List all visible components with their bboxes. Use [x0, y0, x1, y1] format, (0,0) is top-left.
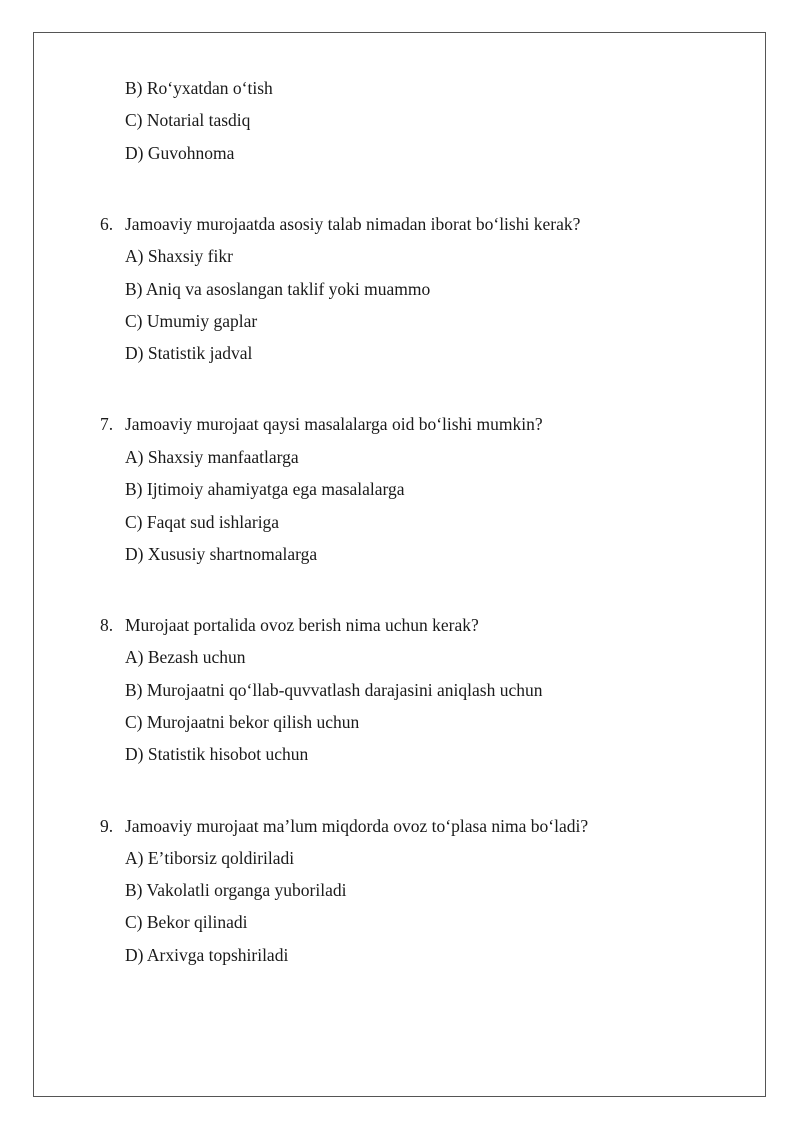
option-5-d: D) Guvohnoma — [125, 143, 235, 163]
option-7-c: C) Faqat sud ishlariga — [125, 512, 280, 532]
question-9-number: 9. — [100, 816, 114, 836]
option-7-b: B) Ijtimoiy ahamiyatga ega masalalarga — [125, 479, 405, 499]
question-9-text: Jamoaviy murojaat maʼlum miqdorda ovoz toʻplasa nima boʻladi? — [125, 816, 589, 836]
option-8-c: C) Murojaatni bekor qilish uchun — [125, 712, 360, 732]
option-6-a: A) Shaxsiy fikr — [125, 246, 233, 266]
option-8-a: A) Bezash uchun — [125, 647, 246, 667]
question-6-number: 6. — [100, 214, 114, 234]
option-5-b: B) Roʻyxatdan oʻtish — [125, 78, 273, 98]
option-7-d: D) Xususiy shartnomalarga — [125, 544, 318, 564]
option-9-d: D) Arxivga topshiriladi — [125, 945, 289, 965]
option-6-c: C) Umumiy gaplar — [125, 311, 258, 331]
question-8-text: Murojaat portalida ovoz berish nima uchun kerak? — [125, 615, 479, 635]
option-9-a: A) Eʼtiborsiz qoldiriladi — [125, 848, 295, 868]
option-7-a: A) Shaxsiy manfaatlarga — [125, 447, 299, 467]
option-9-b: B) Vakolatli organga yuboriladi — [125, 880, 347, 900]
question-8-number: 8. — [100, 615, 114, 635]
question-7-number: 7. — [100, 414, 114, 434]
question-6-text: Jamoaviy murojaatda asosiy talab nimadan iborat boʻlishi kerak? — [125, 214, 581, 234]
question-7-text: Jamoaviy murojaat qaysi masalalarga oid boʻlishi mumkin? — [125, 414, 543, 434]
option-5-c: C) Notarial tasdiq — [125, 110, 251, 130]
option-9-c: C) Bekor qilinadi — [125, 912, 248, 932]
option-8-b: B) Murojaatni qoʻllab-quvvatlash darajasini aniqlash uchun — [125, 680, 543, 700]
option-6-d: D) Statistik jadval — [125, 343, 253, 363]
option-6-b: B) Aniq va asoslangan taklif yoki muammo — [125, 279, 431, 299]
option-8-d: D) Statistik hisobot uchun — [125, 744, 309, 764]
